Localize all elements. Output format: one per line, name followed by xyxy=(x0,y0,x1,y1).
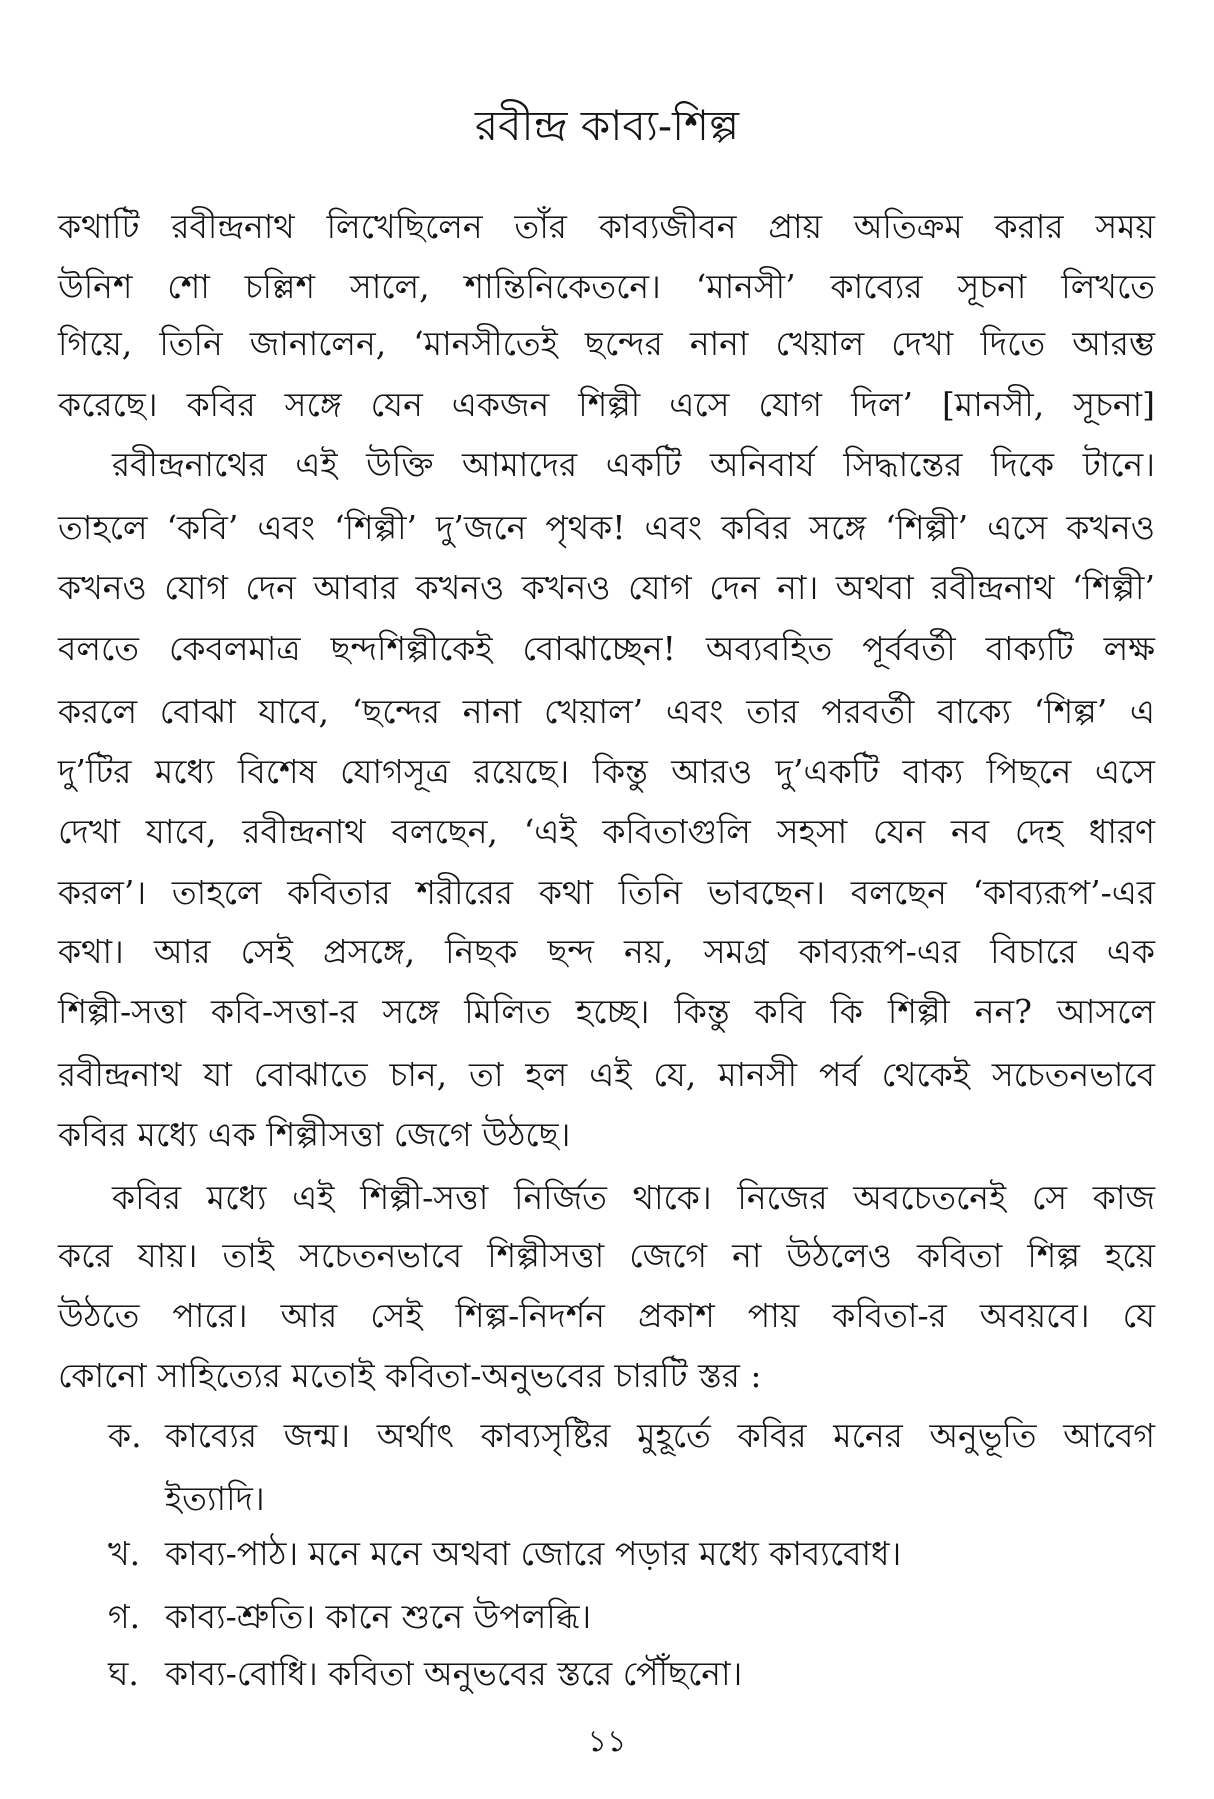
text-line: কবির মধ্যে এই শিল্পী-সত্তা নির্জিত থাকে। নিজের অবচেতনেই সে কাজ xyxy=(112,1178,1155,1217)
list-label: ঘ. xyxy=(108,1654,139,1693)
text-line: করেছে। কবির সঙ্গে যেন একজন শিল্পী এসে যোগ দিল’ [মানসী, সূচনা] xyxy=(58,385,1155,424)
list-text: কাব্য-বোধি। কবিতা অনুভবের স্তরে পৌঁছনো। xyxy=(165,1654,743,1693)
page-number: ১১ xyxy=(587,1724,627,1759)
list-label: গ. xyxy=(108,1597,141,1636)
text-line: করলে বোঝা যাবে, ‘ছন্দের নানা খেয়াল’ এবং তার পরবর্তী বাক্যে ‘শিল্প’ এ xyxy=(58,692,1155,731)
text-line: উনিশ শো চল্লিশ সালে, শান্তিনিকেতনে। ‘মানসী’ কাব্যের সূচনা লিখতে xyxy=(58,267,1155,306)
list-label: খ. xyxy=(108,1534,141,1573)
list-text: ইত্যাদি। xyxy=(165,1479,265,1518)
text-line: কথা। আর সেই প্রসঙ্গে, নিছক ছন্দ নয়, সমগ্র কাব্যরূপ-এর বিচারে এক xyxy=(58,932,1155,971)
text-line: দু’টির মধ্যে বিশেষ যোগসূত্র রয়েছে। কিন্তু আরও দু’একটি বাক্য পিছনে এসে xyxy=(58,752,1155,791)
text-line: করল’। তাহলে কবিতার শরীরের কথা তিনি ভাবছেন। বলছেন ‘কাব্যরূপ’-এর xyxy=(58,873,1155,912)
text-line: রবীন্দ্রনাথ যা বোঝাতে চান, তা হল এই যে, মানসী পর্ব থেকেই সচেতনভাবে xyxy=(58,1055,1155,1094)
text-line: কখনও যোগ দেন আবার কখনও কখনও যোগ দেন না। অথবা রবীন্দ্রনাথ ‘শিল্পী’ xyxy=(58,568,1155,607)
text-line: বলতে কেবলমাত্র ছন্দশিল্পীকেই বোঝাচ্ছেন! অব্যবহিত পূর্ববর্তী বাক্যটি লক্ষ xyxy=(58,629,1155,668)
text-line: কথাটি রবীন্দ্রনাথ লিখেছিলেন তাঁর কাব্যজীবন প্রায় অতিক্রম করার সময় xyxy=(58,207,1155,246)
text-line: রবীন্দ্রনাথের এই উক্তি আমাদের একটি অনিবার্য সিদ্ধান্তের দিকে টানে। xyxy=(112,445,1155,484)
text-line: দেখা যাবে, রবীন্দ্রনাথ বলছেন, ‘এই কবিতাগুলি সহসা যেন নব দেহ ধারণ xyxy=(58,812,1155,851)
page-title: রবীন্দ্র কাব্য-শিল্প xyxy=(475,101,739,150)
text-line: গিয়ে, তিনি জানালেন, ‘মানসীতেই ছন্দের নানা খেয়াল দেখা দিতে আরম্ভ xyxy=(58,324,1155,363)
text-line: তাহলে ‘কবি’ এবং ‘শিল্পী’ দু’জনে পৃথক! এবং কবির সঙ্গে ‘শিল্পী’ এসে কখনও xyxy=(58,508,1155,547)
list-label: ক. xyxy=(108,1416,142,1455)
text-line: করে যায়। তাই সচেতনভাবে শিল্পীসত্তা জেগে না উঠলেও কবিতা শিল্প হয়ে xyxy=(58,1236,1155,1275)
text-line: শিল্পী-সত্তা কবি-সত্তা-র সঙ্গে মিলিত হচ্ছে। কিন্তু কবি কি শিল্পী নন? আসলে xyxy=(58,992,1155,1031)
text-line: কবির মধ্যে এক শিল্পীসত্তা জেগে উঠছে। xyxy=(58,1115,571,1154)
text-line: উঠতে পারে। আর সেই শিল্প-নিদর্শন প্রকাশ পায় কবিতা-র অবয়বে। যে xyxy=(58,1296,1155,1335)
list-text: কাব্যের জন্ম। অর্থাৎ কাব্যসৃষ্টির মুহূর্তে কবির মনের অনুভূতি আবেগ xyxy=(165,1416,1155,1455)
text-line: কোনো সাহিত্যের মতোই কবিতা-অনুভবের চারটি স্তর : xyxy=(58,1356,762,1395)
list-text: কাব্য-শ্রুতি। কানে শুনে উপলব্ধি। xyxy=(165,1597,592,1636)
list-text: কাব্য-পাঠ। মনে মনে অথবা জোরে পড়ার মধ্যে কাব্যবোধ। xyxy=(165,1534,902,1573)
